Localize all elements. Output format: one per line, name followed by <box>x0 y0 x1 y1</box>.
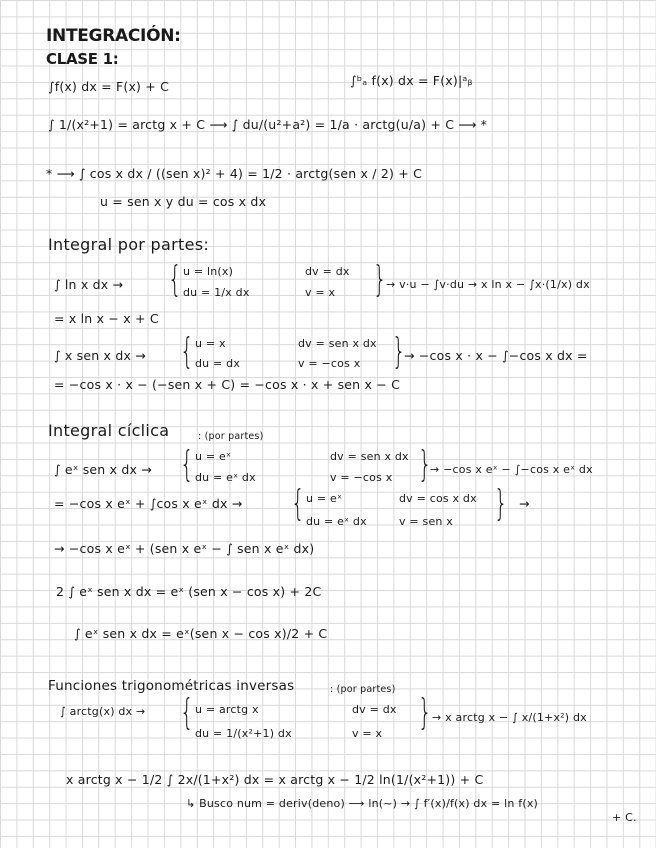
partes-ex2-v: v = −cos x <box>298 357 361 370</box>
trig-v: v = x <box>352 727 383 740</box>
right-brace: } <box>418 692 432 733</box>
trig-dv: dv = dx <box>352 703 397 716</box>
right-brace: } <box>392 331 406 372</box>
partes-ex1-final: = x ln x − x + C <box>54 311 159 326</box>
partes-ex1-du: du = 1/x dx <box>183 286 250 299</box>
ciclica-step2-v: v = sen x <box>399 515 453 528</box>
ciclica-step3: → −cos x eˣ + (sen x eˣ − ∫ sen x eˣ dx) <box>54 541 315 556</box>
right-brace: } <box>418 444 432 485</box>
formula-substitution-note: u = sen x y du = cos x dx <box>100 194 267 209</box>
formula-substitution: * ⟶ ∫ cos x dx / ((sen x)² + 4) = 1/2 · arctg(sen x / 2) + C <box>46 166 423 181</box>
trig-note: ↳ Busco num = deriv(deno) ⟶ ln(~) → ∫ f′(x)/f(x) dx = ln f(x) <box>186 797 539 810</box>
right-brace: } <box>494 483 508 524</box>
left-brace: { <box>180 444 194 485</box>
formula-arctg: ∫ 1/(x²+1) = arctg x + C ⟶ ∫ du/(u²+a²) = 1/a · arctg(u/a) + C ⟶ * <box>48 117 488 132</box>
partes-ex2-result: → −cos x · x − ∫−cos x dx = <box>404 348 588 363</box>
left-brace: { <box>180 331 194 372</box>
section-note-ciclica: : (por partes) <box>198 431 264 442</box>
formula-definite-integral: ∫ᵇₐ f(x) dx = F(x)|ᵃᵦ <box>350 73 473 88</box>
trig-u: u = arctg x <box>195 703 259 716</box>
left-brace: { <box>168 259 182 300</box>
formula-indefinite-integral: ∫f(x) dx = F(x) + C <box>48 79 170 94</box>
ciclica-step4: 2 ∫ eˣ sen x dx = eˣ (sen x − cos x) + 2C <box>56 584 322 599</box>
trig-note-constant: + C. <box>612 811 637 824</box>
trig-step2: x arctg x − 1/2 ∫ 2x/(1+x²) dx = x arctg x − 1/2 ln(1/(x²+1)) + C <box>66 772 484 787</box>
ciclica-step2: = −cos x eˣ + ∫cos x eˣ dx → <box>54 496 243 511</box>
right-brace: } <box>373 259 387 300</box>
section-note-trig: : (por partes) <box>330 684 396 695</box>
arrow-icon: → <box>519 496 530 511</box>
partes-ex2-final: = −cos x · x − (−sen x + C) = −cos x · x + sen x − C <box>54 377 401 392</box>
trig-result: → x arctg x − ∫ x/(1+x²) dx <box>432 711 587 724</box>
section-heading-trig: Funciones trigonométricas inversas <box>48 678 295 694</box>
partes-ex1-u: u = ln(x) <box>183 265 234 278</box>
trig-integral: ∫ arctg(x) dx → <box>60 705 146 718</box>
ciclica-final: ∫ eˣ sen x dx = eˣ(sen x − cos x)/2 + C <box>74 626 328 641</box>
partes-ex2-dv: dv = sen x dx <box>298 337 377 350</box>
section-heading-partes: Integral por partes: <box>48 235 210 254</box>
partes-ex2-u: u = x <box>195 337 226 350</box>
page-title: INTEGRACIÓN: <box>46 26 181 46</box>
trig-du: du = 1/(x²+1) dx <box>195 727 292 740</box>
left-brace: { <box>291 483 305 524</box>
partes-ex1-v: v = x <box>305 286 336 299</box>
ciclica-u: u = eˣ <box>195 450 232 463</box>
ciclica-dv: dv = sen x dx <box>330 450 409 463</box>
partes-ex1-integral: ∫ ln x dx → <box>54 277 124 292</box>
ciclica-step2-dv: dv = cos x dx <box>399 492 477 505</box>
section-heading-ciclica: Integral cíclica <box>48 421 170 440</box>
ciclica-result: → −cos x eˣ − ∫−cos x eˣ dx <box>430 463 593 476</box>
partes-ex1-dv: dv = dx <box>305 265 350 278</box>
ciclica-v: v = −cos x <box>330 471 393 484</box>
ciclica-integral: ∫ eˣ sen x dx → <box>54 462 152 477</box>
partes-ex2-integral: ∫ x sen x dx → <box>54 348 146 363</box>
ciclica-du: du = eˣ dx <box>195 471 256 484</box>
ciclica-step2-du: du = eˣ dx <box>306 515 367 528</box>
left-brace: { <box>180 692 194 733</box>
ciclica-step2-u: u = eˣ <box>306 492 343 505</box>
partes-ex1-result: → v·u − ∫v·du → x ln x − ∫x·(1/x) dx <box>386 278 590 291</box>
page-subtitle: CLASE 1: <box>46 50 119 68</box>
partes-ex2-du: du = dx <box>195 357 241 370</box>
